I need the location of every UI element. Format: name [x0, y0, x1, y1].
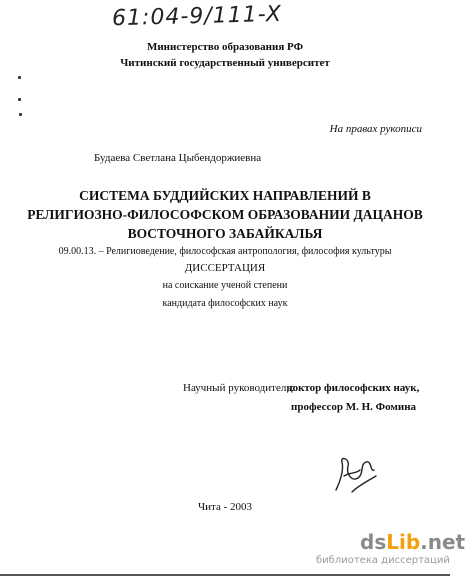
ministry-header: Министерство образования РФ	[146, 41, 304, 53]
margin-mark	[18, 98, 21, 101]
margin-mark	[19, 113, 22, 116]
degree-line: кандидата философских наук	[162, 298, 288, 309]
supervisor-degree: доктор философских наук,	[287, 382, 420, 394]
logo-ds: ds	[360, 530, 387, 554]
city-year: Чита - 2003	[197, 501, 253, 513]
page-bottom-edge	[0, 574, 450, 576]
manuscript-rights-note: На правах рукописи	[329, 123, 422, 135]
logo-lib: Lib	[386, 530, 421, 554]
signature-icon	[330, 452, 380, 498]
margin-mark	[18, 76, 21, 79]
author-name: Будаева Светлана Цыбендоржиевна	[94, 152, 262, 164]
supervisor-name: профессор М. Н. Фомина	[291, 401, 417, 413]
specialty-code: 09.00.13. – Религиоведение, философская антропология, философия культуры	[58, 246, 392, 257]
handwritten-archive-code: 61:04-9/111-X	[111, 1, 283, 32]
document-type: ДИССЕРТАЦИЯ	[184, 262, 266, 274]
thesis-title-line: ВОСТОЧНОГО ЗАБАЙКАЛЬЯ	[127, 226, 323, 241]
dslib-logo[interactable]	[360, 530, 465, 554]
university-header: Читинский государственный университет	[120, 57, 330, 69]
supervisor-label: Научный руководитель:	[183, 382, 295, 394]
thesis-title-line: РЕЛИГИОЗНО-ФИЛОСОФСКОМ ОБРАЗОВАНИИ ДАЦАНОВ	[27, 207, 423, 222]
degree-line: на соискание ученой степени	[162, 280, 288, 291]
thesis-title-line: СИСТЕМА БУДДИЙСКИХ НАПРАВЛЕНИЙ В	[79, 188, 371, 203]
logo-net: .net	[420, 530, 465, 554]
watermark-caption: библиотека диссертаций	[316, 555, 450, 566]
